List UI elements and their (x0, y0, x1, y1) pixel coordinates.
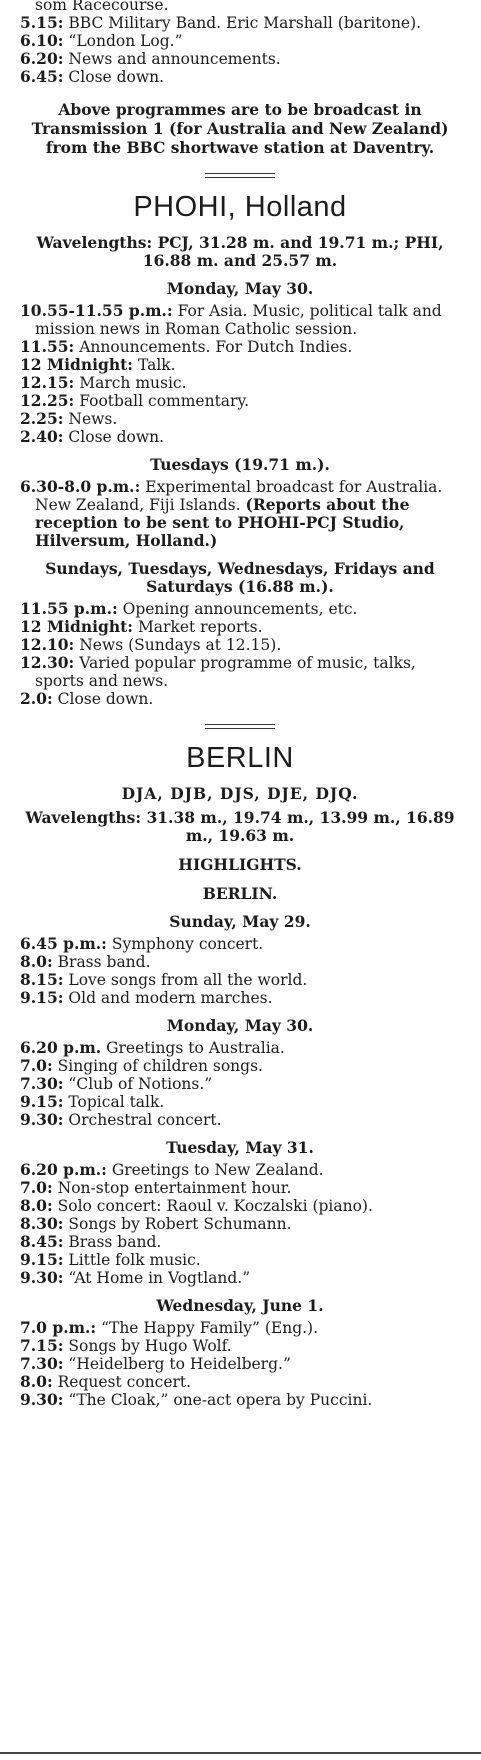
programme-title: Close down. (68, 428, 165, 446)
bbc-programme-section (20, 0, 460, 157)
programme-entry (20, 690, 460, 708)
schedule-day-heading: Tuesdays (19.71 m.). (150, 455, 330, 474)
programme-time: 10.55-11.55 p.m.: (20, 301, 173, 320)
programme-time: 12 Midnight: (20, 617, 133, 636)
phohi-wavelengths: Wavelengths: PCJ, 31.28 m. and 19.71 m.; PHI, 16.88 m. and 25.57 m. (36, 233, 444, 270)
programme-time: 9.15: (20, 988, 64, 1007)
programme-title: News (Sundays at 12.15). (79, 636, 282, 654)
programme-title: Singing of children songs. (57, 1057, 263, 1075)
programme-title: Greetings to Australia. (106, 1039, 285, 1057)
programme-entry (20, 1355, 460, 1373)
programme-time: 11.55: (20, 337, 75, 356)
programme-entry (20, 1215, 460, 1233)
programme-entry (20, 1319, 460, 1337)
programme-entry (20, 636, 460, 654)
programme-title: Football commentary. (79, 392, 250, 410)
programme-time: 12 Midnight: (20, 355, 133, 374)
programme-time: 8.0: (20, 1372, 53, 1391)
programme-entry (20, 356, 460, 374)
programme-time: 2.40: (20, 427, 64, 446)
programme-entry (20, 1233, 460, 1251)
programme-time: 6.20 p.m.: (20, 1160, 107, 1179)
programme-title: Announcements. For Dutch Indies. (79, 338, 353, 356)
programme-title: Old and modern marches. (68, 989, 273, 1007)
berlin-section (20, 741, 460, 1409)
bottom-rule (0, 1752, 481, 1754)
programme-title: Opening announcements, etc. (122, 600, 358, 618)
programme-time: 8.15: (20, 970, 64, 989)
newspaper-column (20, 0, 460, 1409)
programme-time: 9.30: (20, 1110, 64, 1129)
programme-title: “Heidelberg to Heidelberg.” (68, 1355, 291, 1373)
programme-entry (20, 1179, 460, 1197)
programme-title: “The Cloak,” one-act opera by Puccini. (68, 1391, 373, 1409)
programme-time: 6.10: (20, 31, 64, 50)
programme-entry (20, 50, 460, 68)
programme-title: “At Home in Vogtland.” (68, 1269, 251, 1287)
bbc-entries (20, 14, 460, 86)
berlin-schedule (20, 913, 460, 1409)
schedule-day-heading: Sunday, May 29. (169, 912, 311, 931)
programme-entry (20, 1337, 460, 1355)
programme-entry (20, 338, 460, 356)
programme-time: 2.0: (20, 689, 53, 708)
schedule-day-heading: Monday, May 30. (166, 279, 314, 298)
programme-time: 2.25: (20, 409, 64, 428)
programme-entry (20, 1093, 460, 1111)
programme-time: 8.0: (20, 1196, 53, 1215)
programme-title: Brass band. (68, 1233, 162, 1251)
programme-time: 7.0 p.m.: (20, 1318, 97, 1337)
programme-entry (20, 654, 460, 690)
programme-entry (20, 971, 460, 989)
programme-entry (20, 1197, 460, 1215)
programme-title: Symphony concert. (111, 935, 264, 953)
phohi-section (20, 190, 460, 708)
programme-entry (20, 68, 460, 86)
programme-time: 9.30: (20, 1390, 64, 1409)
programme-entry (20, 953, 460, 971)
programme-title: Greetings to New Zealand. (111, 1161, 324, 1179)
programme-title: Non-stop entertainment hour. (57, 1179, 292, 1197)
schedule-day-heading: Tuesday, May 31. (166, 1138, 314, 1157)
programme-time: 9.30: (20, 1268, 64, 1287)
programme-entry (20, 302, 460, 338)
programme-time: 7.0: (20, 1178, 53, 1197)
programme-entry (20, 1075, 460, 1093)
programme-title: Talk. (137, 356, 176, 374)
programme-entry (20, 14, 460, 32)
transmission-notice: Above programmes are to be broadcast in Transmission 1 (for Australia and New Zealand) from the BBC shortwave station at Daventry. (31, 100, 449, 157)
programme-title: BBC Military Band. Eric Marshall (baritone). (68, 14, 422, 32)
programme-title: “London Log.” (68, 32, 183, 50)
city-heading: BERLIN. (202, 884, 278, 903)
berlin-callsigns: DJA, DJB, DJS, DJE, DJQ. (121, 784, 359, 803)
programme-time: 7.30: (20, 1354, 64, 1373)
schedule-day-heading: Sundays, Tuesdays, Wednesdays, Fridays and Saturdays (16.88 m.). (45, 559, 435, 596)
phohi-schedule (20, 280, 460, 708)
programme-entry (20, 1057, 460, 1075)
programme-time: 6.20 p.m. (20, 1038, 102, 1057)
programme-title: March music. (79, 374, 187, 392)
programme-time: 12.10: (20, 635, 75, 654)
programme-time: 8.45: (20, 1232, 64, 1251)
station-name-berlin: BERLIN (186, 742, 294, 774)
programme-time: 9.15: (20, 1092, 64, 1111)
programme-entry (20, 392, 460, 410)
programme-entry (20, 989, 460, 1007)
programme-title: Close down. (57, 690, 154, 708)
programme-entry (20, 1039, 460, 1057)
programme-time: 6.20: (20, 49, 64, 68)
berlin-wavelengths: Wavelengths: 31.38 m., 19.74 m., 13.99 m., 16.89 m., 19.63 m. (25, 808, 455, 845)
programme-title: Brass band. (57, 953, 151, 971)
programme-title: Orchestral concert. (68, 1111, 222, 1129)
programme-title: Solo concert: Raoul v. Koczalski (piano). (57, 1197, 373, 1215)
programme-title: “The Happy Family” (Eng.). (101, 1319, 319, 1337)
programme-time: 6.30-8.0 p.m.: (20, 477, 141, 496)
programme-title: Love songs from all the world. (68, 971, 308, 989)
programme-entry (20, 1269, 460, 1287)
programme-entry (20, 618, 460, 636)
programme-title: Market reports. (137, 618, 263, 636)
section-divider (205, 724, 275, 729)
reception-reports-note: (Reports about the reception to be sent to PHOHI-PCJ Studio, Hilversum, Holland.) (35, 495, 410, 550)
programme-title: News and announcements. (68, 50, 281, 68)
programme-time: 12.30: (20, 653, 75, 672)
programme-entry (20, 1111, 460, 1129)
programme-time: 8.30: (20, 1214, 64, 1233)
programme-time: 6.45: (20, 67, 64, 86)
programme-entry (20, 1391, 460, 1409)
programme-title: For Asia. Music, political talk and mission news in Roman Catholic session. (35, 302, 442, 338)
programme-title: Varied popular programme of music, talks, sports and news. (35, 654, 416, 690)
programme-time: 7.30: (20, 1074, 64, 1093)
programme-time: 8.0: (20, 952, 53, 971)
programme-title: Little folk music. (68, 1251, 201, 1269)
programme-time: 12.15: (20, 373, 75, 392)
programme-time: 7.15: (20, 1336, 64, 1355)
programme-time: 7.0: (20, 1056, 53, 1075)
programme-time: 11.55 p.m.: (20, 599, 118, 618)
programme-title: News. (68, 410, 118, 428)
programme-time: 6.45 p.m.: (20, 934, 107, 953)
programme-title: “Club of Notions.” (68, 1075, 213, 1093)
programme-entry (20, 478, 460, 550)
programme-entry (20, 428, 460, 446)
programme-entry (20, 1161, 460, 1179)
programme-time: 9.15: (20, 1250, 64, 1269)
programme-title: Topical talk. (68, 1093, 165, 1111)
programme-time: 5.15: (20, 13, 64, 32)
section-divider (205, 173, 275, 178)
programme-title: Close down. (68, 68, 165, 86)
highlights-heading: HIGHLIGHTS. (178, 855, 302, 874)
programme-entry (20, 1373, 460, 1391)
programme-title: Experimental broadcast for Australia. New Zealand, Fiji Islands. (35, 478, 443, 514)
programme-entry (20, 1251, 460, 1269)
station-name-phohi: PHOHI, Holland (133, 191, 347, 223)
programme-title: Songs by Robert Schumann. (68, 1215, 292, 1233)
programme-entry (20, 935, 460, 953)
programme-entry (20, 600, 460, 618)
fragment-line: som Racecourse. (35, 0, 169, 14)
programme-title: Songs by Hugo Wolf. (68, 1337, 232, 1355)
programme-title: Request concert. (57, 1373, 192, 1391)
programme-time: 12.25: (20, 391, 75, 410)
schedule-day-heading: Monday, May 30. (166, 1016, 314, 1035)
programme-entry (20, 374, 460, 392)
schedule-day-heading: Wednesday, June 1. (156, 1296, 324, 1315)
programme-entry (20, 410, 460, 428)
programme-entry (20, 32, 460, 50)
